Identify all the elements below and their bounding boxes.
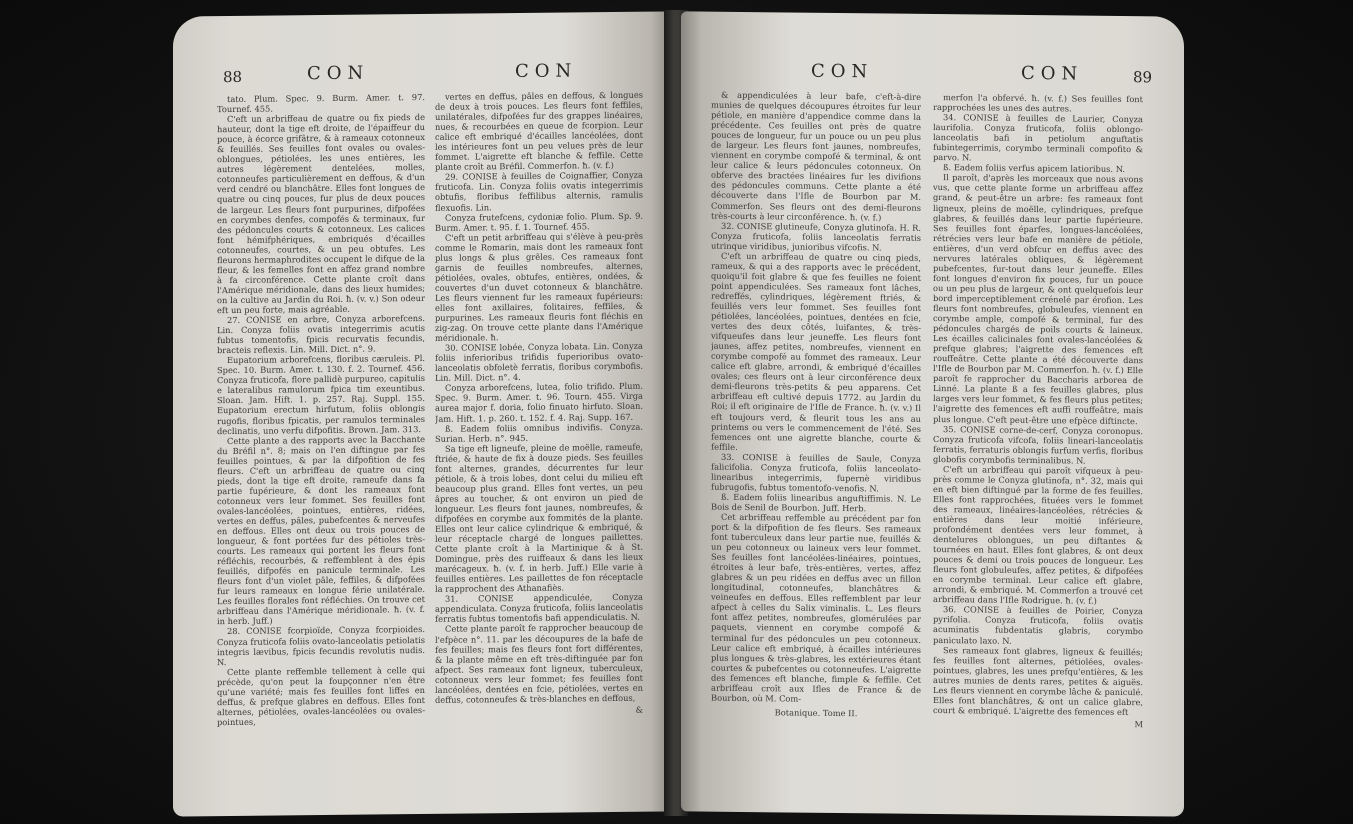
paragraph: tato. Plum. Spec. 9. Burm. Amer. t. 97. Tournef. 455.	[217, 91, 425, 115]
paragraph: Sa tige eft ligneufe, pleine de moëlle, rameufe, ftriée, & haute de fix à douze pieds. Ses feuilles font alternes, grandes, décurrentes fur leur pétiole, & à trois lobes, dont celui du milieu eft beaucoup plus grand. Elles font vertes, un peu âpres au toucher, & ont environ un pied de longueur. Les fleurs font jaunes, nombreufes, & difpofées en corymbe aux fommités de la plante. Elles ont leur calice cylindrique & embriqué, & leur réceptacle chargé de longues paillettes. Cette plante croît à la Martinique & à St. Domingue, près des ruiffeaux & dans les lieux marécageux. ħ. (v. f. in herb. Juff.) Elle varie à feuilles entières. Les paillettes de fon réceptacle la rapprochent des Athanafiès.	[435, 441, 643, 595]
paragraph: ß. Eadem foliis linearibus anguftiffimis. N. Le Bois de Senil de Bourbon. Juff. Herb.	[711, 491, 921, 514]
running-head-title: CON	[1021, 62, 1084, 85]
paragraph: 36. CONISE à feuilles de Poirier, Conyza pyrifolia. Conyza fruticofa, foliis ovatis acuminatis fubdentatis glabris, corymbo paniculato laxo. N.	[933, 604, 1143, 646]
paragraph: Conyza frutefcens, cydoniæ folio. Plum. Sp. 9. Burm. Amer. t. 95. f. 1. Tournef. 455.	[435, 210, 643, 233]
paragraph: Ses rameaux font glabres, ligneux & feuillés; fes feuilles font alternes, pétiolées, ovales-pointues, glabres, les unes prefqu'entières, & les autres munies de dents rares, petites & aiguës. Les fleurs viennent en corymbe lâche & paniculé. Elles font blanchâtres, & ont un calice glabre, court & embriqué. L'aigrette des femences eft	[933, 644, 1143, 717]
paragraph: Cette plante a des rapports avec la Bacchante du Bréfil n°. 8; mais on l'en diftingue par fes feuilles pointues, & par la difpofition de fes fleurs. C'eft un arbriffeau de quatre ou cinq pieds, dont la tige eft droite, rameufe dans fa partie fupérieure, & dont les rameaux font cotonneux vers leur fommet. Ses feuilles font ovales-lancéolées, pointues, entières, ridées, vertes en deffus, pâles, pubefcentes & nerveufes en deffous. Elles ont deux ou trois pouces de longueur, & font portées fur des pétioles très-courts. Les rameaux qui portent les fleurs font réfléchis, recourbés, & reffemblent à des épis feuillés, difpofés en panicule terminale. Les fleurs font d'un violet pâle, feffiles, & difpofées fur leurs rameaux en longue férie unilatérale. Les feuilles florales font réfléchies. On trouve cet arbriffeau dans l'Amérique méridionale. ħ. (v. f. in herb. Juff.)	[217, 433, 425, 627]
paragraph: vertes en deffus, pâles en deffous, & longues de deux à trois pouces. Les fleurs font feffiles, unilatérales, difpofées fur des grappes linéaires, nues, & recourbées en queue de fcorpion. Leur calice eft embriqué d'écailles lancéolées, dont les intérieures font un peu velues près de leur fommet. L'aigrette eft blanche & feffile. Cette plante croît au Bréfil. Commerfon. ħ. (v. f.)	[435, 89, 643, 173]
paragraph: C'eft un arbriffeau de quatre ou cinq pieds, rameux, & qui a des rapports avec le précédent, quoiqu'il foit glabre & que fes feuilles ne foient point appendiculées. Ses rameaux font lâches, redreffés, cylindriques, légèrement ftriés, & feuillés vers leur fommet. Ses feuilles font pétiolées, lancéolées, pointues, dentées en fcie, vertes des deux côtés, luifantes, & très-vifqueufes dans leur jeuneffe. Les fleurs font jaunes, affez petites, nombreufes, viennent en corymbe compofé au fommet des rameaux. Leur calice eft glabre, arrondi, & embriqué d'écailles ovales; ces fleurs ont à leur circonférence deux demi-fleurons très-petits & peu apparens. Cet arbriffeau eft cultivé depuis 1772. au Jardin du Roi; il eft originaire de l'Ifle de France. ħ. (v. v.) Il eft toujours verd, & fleurit tous les ans au printems ou vers le commencement de l'été. Ses femences ont une aigrette blanche, courte & feffile.	[711, 250, 921, 452]
left-column-a	[217, 92, 425, 786]
paragraph: 27. CONISE en arbre, Conyza arborefcens. Lin. Conyza foliis ovatis integerrimis acutis fubtus tomentofis, fpicis recurvatis fecundis, bracteis reflexis. Lin. Mill. Dict. n°. 9.	[217, 312, 425, 356]
paragraph: C'eft un arbriffeau de quatre ou fix pieds de hauteur, dont la tige eft droite, de l'épaiffeur du pouce, à écorce grifâtre, & à rameaux cotonneux & feuillés. Ses feuilles font ovales ou ovales-oblongues, pétiolées, les unes entières, les autres légèrement dentelées, molles, cotonneufes particulièrement en deffous, & d'un verd cendré ou blanchâtre. Elles font longues de quatre ou cinq pouces, fur plus de deux pouces de largeur. Les fleurs font purpurines, difpofées en corymbes denfes, compofés & terminaux, fur des pédoncules courts & cotonneux. Les calices font hémifphériques, embriqués d'écailles cotonneufes, courtes, & un peu obtufes. Les fleurons hermaphrodites occupent le difque de la fleur, & les femelles font en affez grand nombre à fa circonférence. Cette plante croît dans l'Amérique méridionale, dans des lieux humides; on la cultive au Jardin du Roi. ħ. (v. v.) Son odeur eft un peu forte, mais agréable.	[217, 112, 425, 316]
paragraph: Il paroît, d'après les morceaux que nous avons vus, que cette plante forme un arbriffeau affez grand, & peut-être un arbre: fes rameaux font ligneux, pleins de moëlle, cylindriques, prefque glabres, & feuillés dans leur partie fupérieure. Ses feuilles font éparfes, longues-lancéolées, rétrécies vers leur bafe en manière de pétiole, entières, d'un verd obfcur en deffus avec des nervures latérales obliques, & légèrement pubefcentes, fur-tout dans leur jeuneffe. Elles font longues d'environ fix pouces, fur un pouce ou un peu plus de largeur, & ont quelquefois leur bord imperceptiblement crénelé par érofion. Les fleurs font nombreufes, globuleufes, viennent en corymbe ample, compofé & terminal, fur des pédoncules chargés de poils courts & laineux. Les écailles calicinales font ovales-lancéolées & prefque glabres; l'aigrette des femences eft rouffeâtre. Cette plante a été découverte dans l'Ifle de Bourbon par M. Commerfon. ħ. (v. f.) Elle paroît fe rapprocher du Baccharis arborea de Linné. La plante ß a fes feuilles glabres, plus larges vers leur fommet, & fes fleurs plus petites; l'aigrette des femences eft auffi rouffeâtre, mais plus longue. C'eft peut-être une efpèce diftincte.	[933, 172, 1143, 426]
running-head-title: CON	[515, 60, 578, 83]
paragraph: Cette plante reffemble tellement à celle qui précède, qu'on peut la foupçonner n'en être qu'une variété; mais fes feuilles font liffes en deffus, & prefque glabres en deffous. Elles font alternes, pétiolées, ovales-lancéolées ou ovales-pointues,	[217, 664, 425, 728]
left-page	[173, 11, 671, 816]
running-head-title: CON	[307, 62, 370, 85]
paragraph: Conyza arborefcens, lutea, folio trifido. Plum. Spec. 9. Burm. Amer. t. 96. Tourn. 455. Virga aurea major f. doria, folio finuato hirfuto. Sloan. Jam. Hift. 1. p. 260. t. 152. f. 4. Raj. Supp. 167.	[435, 381, 643, 424]
paragraph: 33. CONISE à feuilles de Saule, Conyza falicifolia. Conyza fruticofa, foliis lanceolato-linearibus integerrimis, fupernè viridibus fubrugofis, fubtus tomentofo-venofis. N.	[711, 451, 921, 494]
left-column-b	[435, 90, 643, 784]
right-column-b	[933, 92, 1143, 786]
left-running-head	[173, 59, 671, 90]
paragraph: merfon l'a obfervé. ħ. (v. f.) Ses feuilles font rapprochées les unes des autres.	[933, 92, 1143, 114]
paragraph: 30. CONISE lobée, Conyza lobata. Lin. Conyza foliis inferioribus trifidis fuperioribus ovato-lanceolatis obfoletè ferratis, floribus corymbofis. Lin. Mill. Dict. n°. 4.	[435, 340, 643, 384]
right-running-head	[681, 59, 1184, 90]
paragraph: Cette plante paroît fe rapprocher beaucoup de l'efpèce n°. 11. par les découpures de la bafe de fes feuilles; mais fes fleurs font fort différentes, & la plante même en eft très-diftinguée par fon afpect. Ses rameaux font ligneux, tuberculeux, cotonneux vers leur fommet; fes feuilles font lancéolées, dentées en fcie, pétiolées, vertes en deffus, cotonneufes & très-blanches en deffous,	[435, 622, 643, 705]
page-number: 88	[223, 67, 243, 87]
right-column-a	[711, 90, 921, 784]
paragraph: ß. Eadem foliis omnibus indivifis. Conyza. Surian. Herb. n°. 945.	[435, 421, 643, 444]
page-number: 89	[1133, 68, 1153, 87]
right-page	[681, 11, 1184, 816]
running-head-title: CON	[811, 60, 874, 83]
signature-mark: M	[1134, 719, 1143, 730]
signature-line: Botanique. Tome II.	[774, 707, 858, 719]
paragraph: C'eft un petit arbriffeau qui s'élève à peu-près comme le Romarin, mais dont les rameaux font plus longs & plus grêles. Ces rameaux font garnis de feuilles nombreufes, alternes, pétiolées, ovales, obtufes, entières, ondées, & couvertes d'un duvet cotonneux & blanchâtre. Les fleurs viennent fur les rameaux fupérieurs: elles font axillaires, folitaires, feffiles, & purpurines. Les rameaux fleuris font fléchis en zig-zag. On trouve cette plante dans l'Amérique méridionale. ħ.	[435, 230, 643, 343]
paragraph: 32. CONISE glutineufe, Conyza glutinofa. H. R. Conyza fruticofa, foliis lanceolatis ferratis utrinque viridibus, junioribus vifcofis. N.	[711, 220, 921, 253]
paragraph: 29. CONISE à feuilles de Coignaffier, Conyza fruticofa. Lin. Conyza foliis ovatis integerrimis obtufis, floribus feffilibus alternis, ramulis flexuofis. Lin.	[435, 170, 643, 213]
paragraph: 28. CONISE fcorpioïde, Conyza fcorpioides. Conyza fruticofa foliis ovato-lanceolatis petiolatis integris lævibus, fpicis fecundis revolutis nudis. N.	[217, 624, 425, 667]
paragraph: 34. CONISE à feuilles de Laurier, Conyza laurifolia. Conyza fruticofa, foliis oblongo-lanceolatis bafi in petiolum anguftatis fubintegerrimis, corymbo terminali compofito & parvo. N.	[933, 112, 1143, 163]
paragraph: Cet arbriffeau reffemble au précédent par fon port & la difpofition de fes fleurs. Ses rameaux font tuberculeux dans leur partie nue, feuillés & un peu cotonneux ou laineux vers leur fommet. Ses feuilles font lancéolées-linéaires, pointues, étroites à leur bafe, très-entières, vertes, affez glabres & un peu ridées en deffus avec un fillon longitudinal, cotonneufes, blanchâtres & veineufes en deffous. Elles reffemblent par leur afpect à celles du Salix viminalis. L. Les fleurs font affez petites, nombreufes, glomérulées par paquets, viennent en corymbe compofé & terminal fur des pédoncules un peu cotonneux. Leur calice eft embriqué, à écailles intérieures plus longues & très-glabres, les extérieures étant courtes & pubefcentes ou cotonneufes. L'aigrette des femences eft blanche, fimple & feffile. Cet arbriffeau croît aux Ifles de France & de Bourbon, où M. Com-	[711, 511, 921, 704]
paragraph: & appendiculées à leur bafe, c'eft-à-dire munies de quelques découpures étroites fur leur pétiole, en manière d'appendice comme dans la précédente. Ces feuilles ont près de quatre pouces de longueur, fur un pouce ou un peu plus de largeur. Les fleurs font jaunes, nombreufes, viennent en corymbe compofé & terminal, & ont leur calice & leurs pédoncules cotonneux. On obferve des bractées linéaires fur les divifions des pédoncules communs. Cette plante a été découverte dans l'Ifle de Bourbon par M. Commerfon. Ses fleurs ont des demi-fleurons très-courts à leur circonférence. ħ. (v. f.)	[711, 89, 921, 223]
paragraph: 35. CONISE corne-de-cerf, Conyza coronopus. Conyza fruticofa vifcofa, foliis lineari-lanceolatis ferratis, ferraturis oblongis furfum verfis, floribus globofis corymbofis terminalibus. N.	[933, 423, 1143, 466]
paragraph: 31. CONISE appendiculée, Conyza appendiculata. Conyza fruticofa, foliis lanceolatis ferratis fubtus tomentofis bafi appendiculatis. N.	[435, 592, 643, 625]
paragraph: Eupatorium arborefcens, floribus cæruleis. Pl. Spec. 10. Burm. Amer. t. 130. f. 2. Tournef. 456. Conyza fruticofa, flore pallidè purpureo, capitulis e lateralibus ramulorum fpica tim exeuntibus. Sloan. Jam. Hift. 1. p. 257. Raj. Suppl. 155. Eupatorium erectum hirfutum, foliis oblongis rugofis, floribus fpicatis, per ramulos terminales declinatis, uno verfu difpofitis. Brown. Jam. 313.	[217, 353, 425, 436]
paragraph: C'eft un arbriffeau qui paroît vifqueux à peu-près comme le Conyza glutinofa, n°. 32, mais qui en eft bien diftingué par la forme de fes feuilles. Elles font rapprochées, fituées vers le fommet des rameaux, linéaires-lancéolées, rétrécies & entières dans leur moitié inférieure, profondément dentées vers leur fommet, à dentelures oblongues, un peu diftantes & tournées en haut. Elles font glabres, & ont deux pouces & demi ou trois pouces de longueur. Les fleurs font globuleufes, affez petites, & difpofées en corymbe terminal. Leur calice eft glabre, arrondi, & embriqué. M. Commerfon a trouvé cet arbriffeau dans l'Ifle Rodrigue. ħ. (v. f.)	[933, 463, 1143, 607]
catchword: &	[635, 704, 643, 715]
paragraph: ß. Eadem foliis verfus apicem latioribus. N.	[943, 162, 1126, 175]
